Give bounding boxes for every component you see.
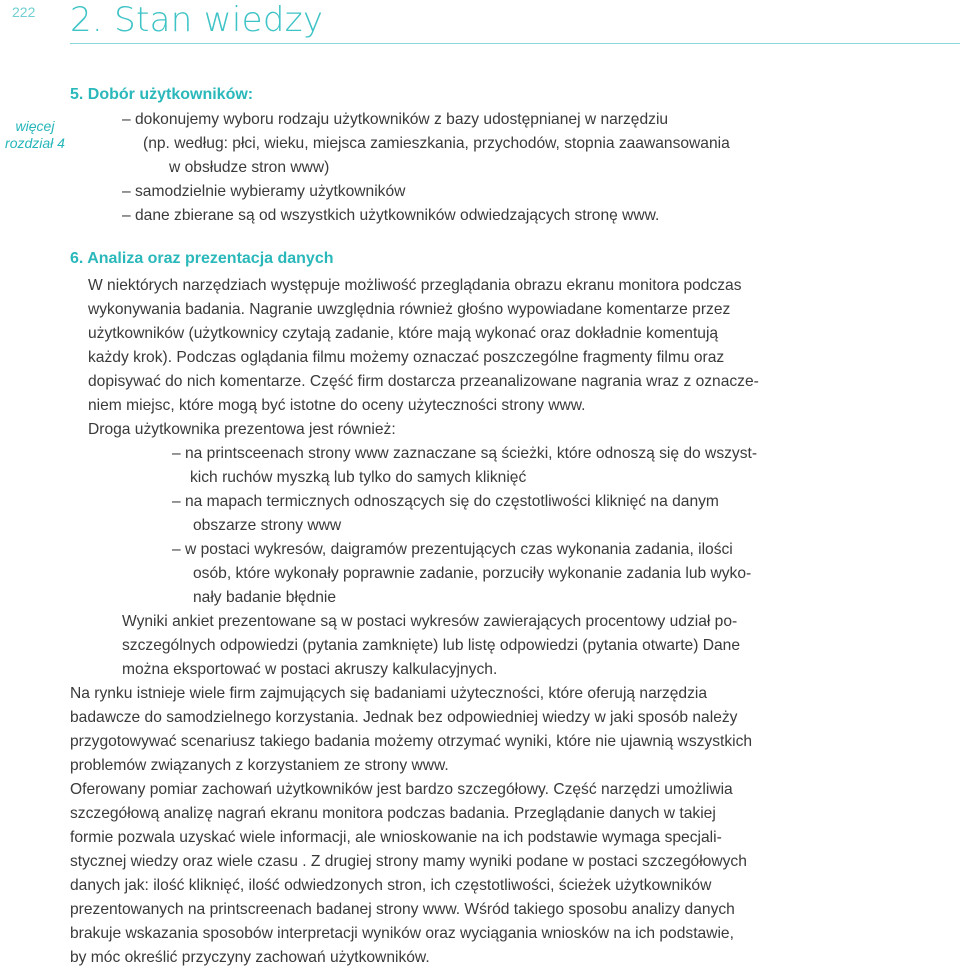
- section-5-line: (np. według: płci, wieku, miejsca zamieszkania, przychodów, stopnia zaawansowania: [143, 135, 730, 152]
- section-6-heading: 6. Analiza oraz prezentacja danych: [70, 250, 334, 267]
- chapter-title: 2. Stan wiedzy: [70, 0, 324, 40]
- body-paragraph-line: Na rynku istnieje wiele firm zajmujących się badaniami użyteczności, które oferują narzędzia: [70, 685, 708, 702]
- body-paragraph-line: Oferowany pomiar zachowań użytkowników jest bardzo szczegółowy. Część narzędzi umożliwia: [70, 781, 733, 798]
- section-5-line: w obsłudze stron www): [169, 159, 330, 176]
- section-6-paragraph-line: użytkowników (użytkownicy czytają zadanie, które mają wykonać oraz dokładnie komentują: [88, 325, 719, 342]
- section-6-paragraph-line: dopisywać do nich komentarze. Część firm dostarcza przeanalizowane nagrania wraz z oznacze-: [88, 373, 759, 390]
- section-6-paragraph-line: każdy krok). Podczas oglądania filmu możemy oznaczać poszczególne fragmenty filmu oraz: [88, 349, 725, 366]
- section-6-paragraph-line: Droga użytkownika prezentowa jest również:: [88, 421, 396, 438]
- body-paragraph-line: przygotowywać scenariusz takiego badania możemy otrzymać wyniki, które nie ujawnią wszystkich: [70, 733, 753, 750]
- section-5-heading: 5. Dobór użytkowników:: [70, 86, 254, 103]
- body-paragraph-line: badawcze do samodzielnego korzystania. Jednak bez odpowiedniej wiedzy w jaki sposób należy: [70, 709, 738, 726]
- bullet-line: osób, które wykonały poprawnie zadanie, porzuciły wykonanie zadania lub wyko-: [193, 565, 752, 582]
- bullet-line: – na mapach termicznych odnoszących się do częstotliwości kliknięć na danym: [172, 493, 719, 510]
- bullet-line: nały badanie błędnie: [193, 589, 337, 606]
- sidenote-chapter-ref[interactable]: rozdział 4: [5, 135, 65, 151]
- section-6-paragraph-line: W niektórych narzędziach występuje możliwość przeglądania obrazu ekranu monitora podczas: [88, 277, 742, 294]
- sidenote-more[interactable]: więcej: [15, 118, 55, 134]
- body-paragraph-line: danych jak: ilość kliknięć, ilość odwiedzonych stron, ich częstotliwości, ścieżek użytkowników: [70, 877, 712, 894]
- survey-line: Wyniki ankiet prezentowane są w postaci wykresów zawierających procentowy udział po-: [122, 613, 738, 630]
- body-paragraph-line: by móc określić przyczyny zachowań użytkowników.: [70, 949, 430, 966]
- body-paragraph-line: stycznej wiedzy oraz wiele czasu . Z drugiej strony mamy wyniki podane w postaci szczegółowych: [70, 853, 747, 870]
- body-paragraph-line: formie pozwala uzyskać wiele informacji, ale wnioskowanie na ich podstawie wymaga specjali-: [70, 829, 722, 846]
- bullet-line: obszarze strony www: [193, 517, 342, 534]
- survey-line: można eksportować w postaci akruszy kalkulacyjnych.: [122, 661, 498, 678]
- header-divider: [70, 43, 960, 44]
- body-paragraph-line: szczegółową analizę nagrań ekranu monitora podczas badania. Przeglądanie danych w takiej: [70, 805, 716, 822]
- body-paragraph-line: brakuje wskazania sposobów interpretacji wyników oraz wyciągania wniosków na ich podstawie,: [70, 925, 734, 942]
- bullet-line: – na printsceenach strony www zaznaczane są ścieżki, które odnoszą się do wszyst-: [172, 445, 758, 462]
- section-5-line: – samodzielnie wybieramy użytkowników: [122, 183, 406, 200]
- body-paragraph-line: problemów związanych z korzystaniem ze strony www.: [70, 757, 449, 774]
- section-6-paragraph-line: wykonywania badania. Nagranie uwzględnia również głośno wypowiadane komentarze przez: [88, 301, 731, 318]
- page-number: 222: [12, 4, 36, 20]
- bullet-line: kich ruchów myszką lub tylko do samych kliknięć: [190, 469, 527, 486]
- section-5-line: – dokonujemy wyboru rodzaju użytkowników z bazy udostępnianej w narzędziu: [122, 111, 669, 128]
- bullet-line: – w postaci wykresów, daigramów prezentujących czas wykonania zadania, ilości: [172, 541, 733, 558]
- section-5-line: – dane zbierane są od wszystkich użytkowników odwiedzających stronę www.: [122, 207, 660, 224]
- body-paragraph-line: prezentowanych na printscreenach badanej strony www. Wśród takiego sposobu analizy danych: [70, 901, 735, 918]
- section-6-paragraph-line: niem miejsc, które mogą być istotne do oceny użyteczności strony www.: [88, 397, 586, 414]
- survey-line: szczególnych odpowiedzi (pytania zamknięte) lub listę odpowiedzi (pytania otwarte) Dane: [122, 637, 741, 654]
